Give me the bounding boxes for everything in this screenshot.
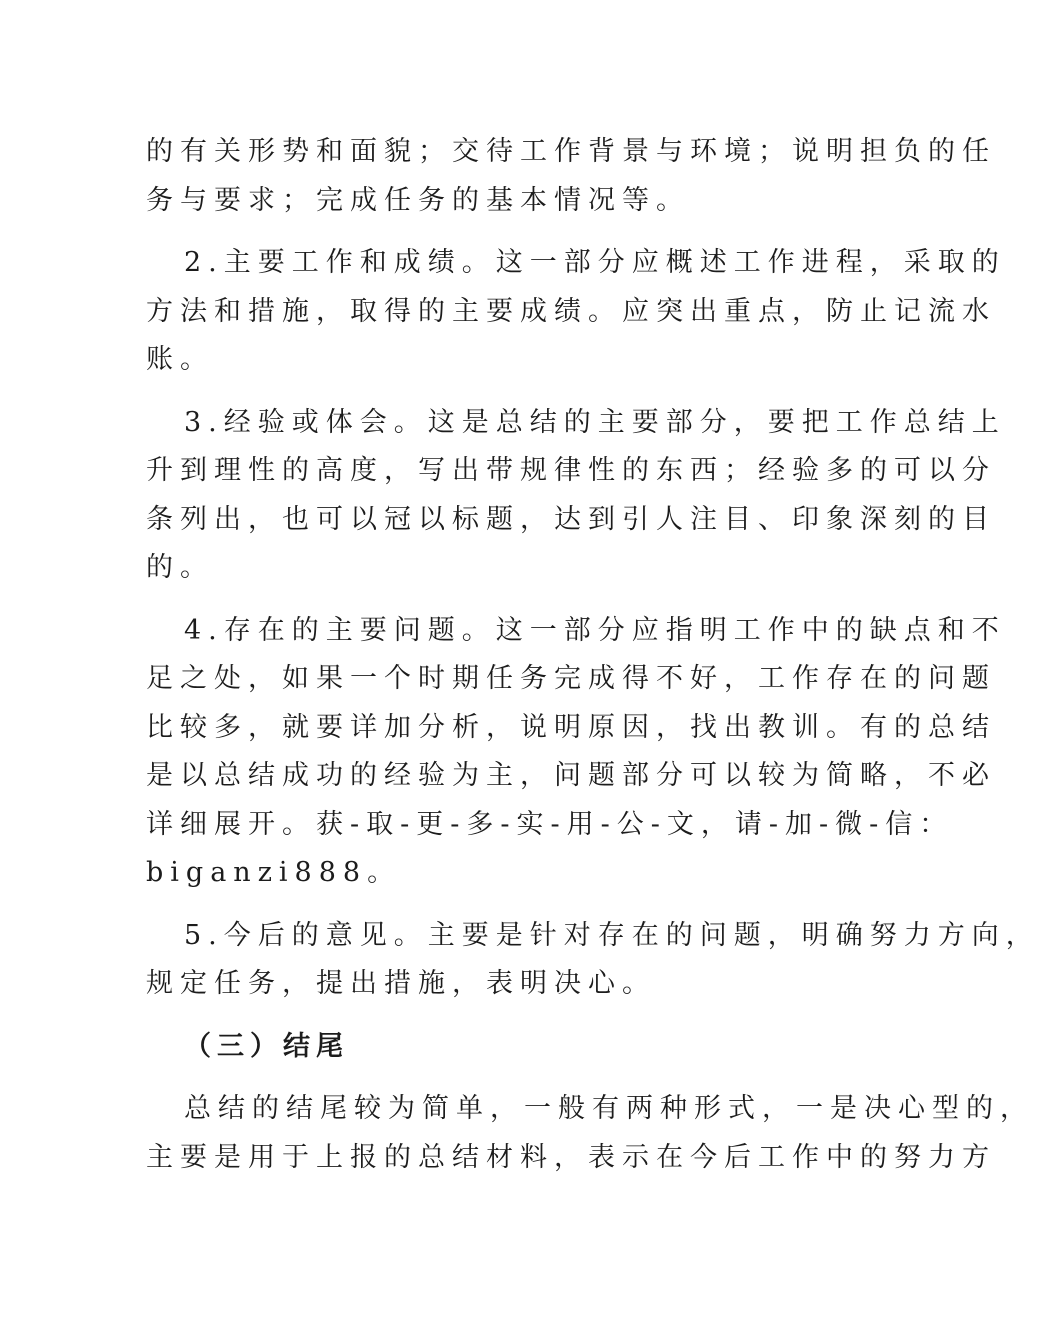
section-heading: （三）结尾 (184, 1030, 349, 1062)
text-line: 2.主要工作和成绩。这一部分应概述工作进程，采取的 (184, 247, 1006, 278)
text-line: biganzi888。 (146, 857, 402, 888)
text-line: 升到理性的高度，写出带规律性的东西；经验多的可以分 (146, 455, 996, 486)
text-line: 足之处，如果一个时期任务完成得不好，工作存在的问题 (146, 663, 996, 694)
paragraph-main-work (146, 239, 1006, 385)
text-line: 4.存在的主要问题。这一部分应指明工作中的缺点和不 (184, 614, 1006, 646)
paragraph-background (146, 128, 996, 225)
paragraph-problems (146, 607, 1006, 898)
text-line: 规定任务，提出措施，表明决心。 (146, 968, 656, 999)
text-line: 5.今后的意见。主要是针对存在的问题，明确努力方向， (184, 919, 1040, 951)
text-line: 务与要求；完成任务的基本情况等。 (146, 184, 690, 216)
paragraph-experience (146, 399, 1006, 593)
text-line: 是以总结成功的经验为主，问题部分可以较为简略，不必 (146, 760, 996, 791)
text-line: 的。 (146, 552, 214, 583)
paragraph-future (146, 912, 1040, 1009)
text-line: 条列出，也可以冠以标题，达到引人注目、印象深刻的目 (146, 503, 996, 535)
document-body (146, 128, 1040, 1196)
text-line: 详细展开。获-取-更-多-实-用-公-文，请-加-微-信： (146, 808, 954, 840)
text-line: 比较多，就要详加分析，说明原因，找出教训。有的总结 (146, 711, 996, 743)
text-line: 的有关形势和面貌；交待工作背景与环境；说明担负的任 (146, 136, 996, 167)
paragraph-ending (146, 1085, 1034, 1182)
text-line: 主要是用于上报的总结材料，表示在今后工作中的努力方 (146, 1141, 996, 1173)
text-line: 总结的结尾较为简单，一般有两种形式，一是决心型的， (184, 1093, 1034, 1124)
text-line: 账。 (146, 344, 214, 375)
text-line: 3.经验或体会。这是总结的主要部分，要把工作总结上 (184, 406, 1006, 438)
text-line: 方法和措施，取得的主要成绩。应突出重点，防止记流水 (146, 295, 996, 327)
